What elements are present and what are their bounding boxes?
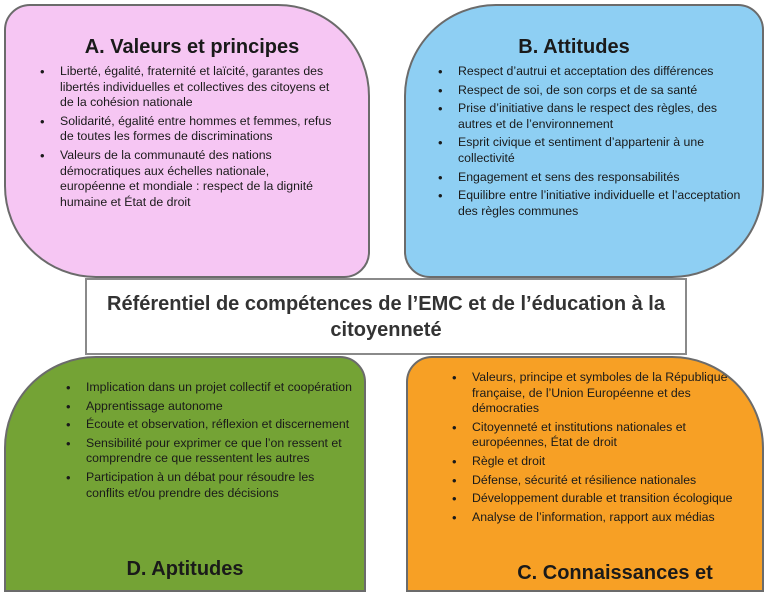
list-item: • Esprit civique et sentiment d’appartenir à une collectivité	[436, 135, 754, 166]
list-item: • Règle et droit	[450, 454, 754, 470]
list-item: • Solidarité, égalité entre hommes et femmes, refus de toutes les formes de discriminations	[38, 114, 338, 145]
list-item: • Sensibilité pour exprimer ce que l’on ressent et comprendre ce que ressentent les autres	[64, 436, 352, 467]
list-item: • Implication dans un projet collectif et coopération	[64, 380, 352, 396]
list-item: • Engagement et sens des responsabilités	[436, 170, 754, 186]
quadrant-title: D. Aptitudes	[126, 558, 244, 580]
list-item: • Liberté, égalité, fraternité et laïcité, garantes des libertés individuelles et collectives des citoyens et de la cohésion nationale	[38, 64, 338, 111]
list-item: • Equilibre entre l’initiative individuelle et l’acceptation des règles communes	[436, 188, 754, 219]
list-item: • Écoute et observation, réflexion et discernement	[64, 417, 352, 433]
center-title: Référentiel de compétences de l’EMC et de l’éducation à la citoyenneté	[107, 292, 665, 341]
quadrant-title: B. Attitudes	[518, 36, 630, 58]
list-item: • Apprentissage autonome	[64, 399, 352, 415]
quadrant-attitudes	[404, 4, 764, 278]
list-item: • Respect de soi, de son corps et de sa santé	[436, 83, 754, 99]
quadrant-list	[38, 64, 338, 213]
quadrant-list	[64, 380, 352, 504]
quadrant-connaissances	[406, 356, 764, 592]
quadrant-title: C. Connaissances et	[517, 562, 713, 584]
list-item: • Valeurs, principe et symboles de la République française, de l’Union Européenne et des démocraties	[450, 370, 754, 417]
list-item: • Développement durable et transition écologique	[450, 491, 754, 507]
list-item: • Citoyenneté et institutions nationales et européennes, État de droit	[450, 420, 754, 451]
quadrant-aptitudes	[4, 356, 366, 592]
quadrant-list	[450, 370, 754, 528]
list-item: • Respect d’autrui et acceptation des différences	[436, 64, 754, 80]
center-title-box	[85, 278, 687, 355]
list-item: • Défense, sécurité et résilience nationales	[450, 473, 754, 489]
quadrant-valeurs-principes	[4, 4, 370, 278]
quadrant-title: A. Valeurs et principes	[84, 36, 300, 58]
list-item: • Analyse de l’information, rapport aux médias	[450, 510, 754, 526]
list-item: • Valeurs de la communauté des nations démocratiques aux échelles nationale, européenne et mondiale : respect de la dignité humaine et État de droit	[38, 148, 338, 210]
list-item: • Prise d’initiative dans le respect des règles, des autres et de l’environnement	[436, 101, 754, 132]
list-item: • Participation à un débat pour résoudre les conflits et/ou prendre des décisions	[64, 470, 352, 501]
quadrant-list	[436, 64, 754, 222]
